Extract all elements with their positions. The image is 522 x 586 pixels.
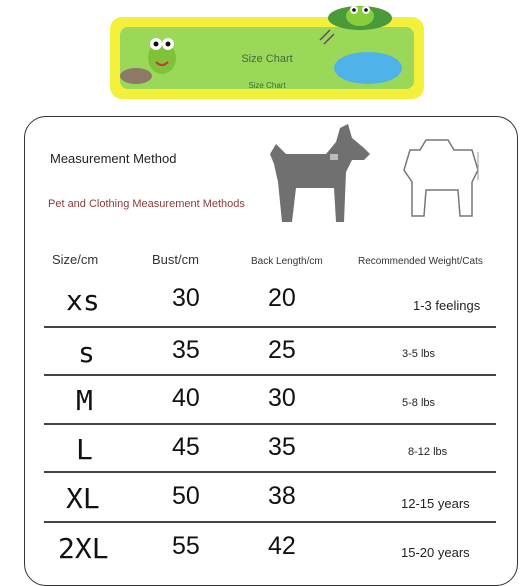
pond-illustration-icon bbox=[300, 0, 420, 90]
size-cell: L bbox=[76, 433, 93, 466]
row-divider bbox=[44, 471, 496, 473]
size-cell: M bbox=[76, 384, 93, 417]
bust-cell: 45 bbox=[172, 433, 200, 461]
weight-cell: 3-5 lbs bbox=[402, 348, 436, 360]
header-bust: Bust/cm bbox=[152, 252, 199, 267]
bust-cell: 40 bbox=[172, 384, 200, 412]
bust-cell: 30 bbox=[172, 284, 200, 312]
frog-illustration-icon bbox=[118, 28, 198, 88]
measurement-method-title: Measurement Method bbox=[50, 151, 177, 166]
bust-cell: 55 bbox=[172, 532, 200, 560]
header-back-length: Back Length/cm bbox=[251, 256, 323, 267]
bust-cell: 35 bbox=[172, 336, 200, 364]
size-cell: xs bbox=[66, 284, 100, 317]
row-divider bbox=[44, 326, 496, 328]
back-length-cell: 42 bbox=[268, 532, 296, 560]
dog-measurement-icon bbox=[266, 124, 376, 226]
weight-cell: 12-15 years bbox=[401, 496, 470, 511]
row-divider bbox=[44, 521, 496, 523]
back-length-cell: 38 bbox=[268, 482, 296, 510]
back-length-cell: 25 bbox=[268, 336, 296, 364]
header-recommended-weight: Recommended Weight/Cats bbox=[358, 256, 483, 267]
back-length-cell: 20 bbox=[268, 284, 296, 312]
weight-cell: 5-8 lbs bbox=[402, 397, 436, 409]
weight-cell: 1-3 feelings bbox=[413, 298, 481, 313]
row-divider bbox=[44, 374, 496, 376]
size-cell: XL bbox=[66, 482, 100, 515]
header-size: Size/cm bbox=[52, 252, 99, 267]
size-cell: 2XL bbox=[58, 532, 109, 565]
size-cell: s bbox=[78, 336, 95, 369]
banner-subtitle: Size Chart bbox=[248, 81, 286, 90]
weight-cell: 8-12 lbs bbox=[408, 446, 448, 458]
row-divider bbox=[44, 423, 496, 425]
bust-cell: 50 bbox=[172, 482, 200, 510]
banner-title: Size Chart bbox=[241, 53, 293, 65]
back-length-cell: 35 bbox=[268, 433, 296, 461]
measurement-method-subtitle: Pet and Clothing Measurement Methods bbox=[48, 198, 245, 210]
clothing-measurement-icon bbox=[386, 130, 506, 224]
weight-cell: 15-20 years bbox=[401, 545, 470, 560]
back-length-cell: 30 bbox=[268, 384, 296, 412]
